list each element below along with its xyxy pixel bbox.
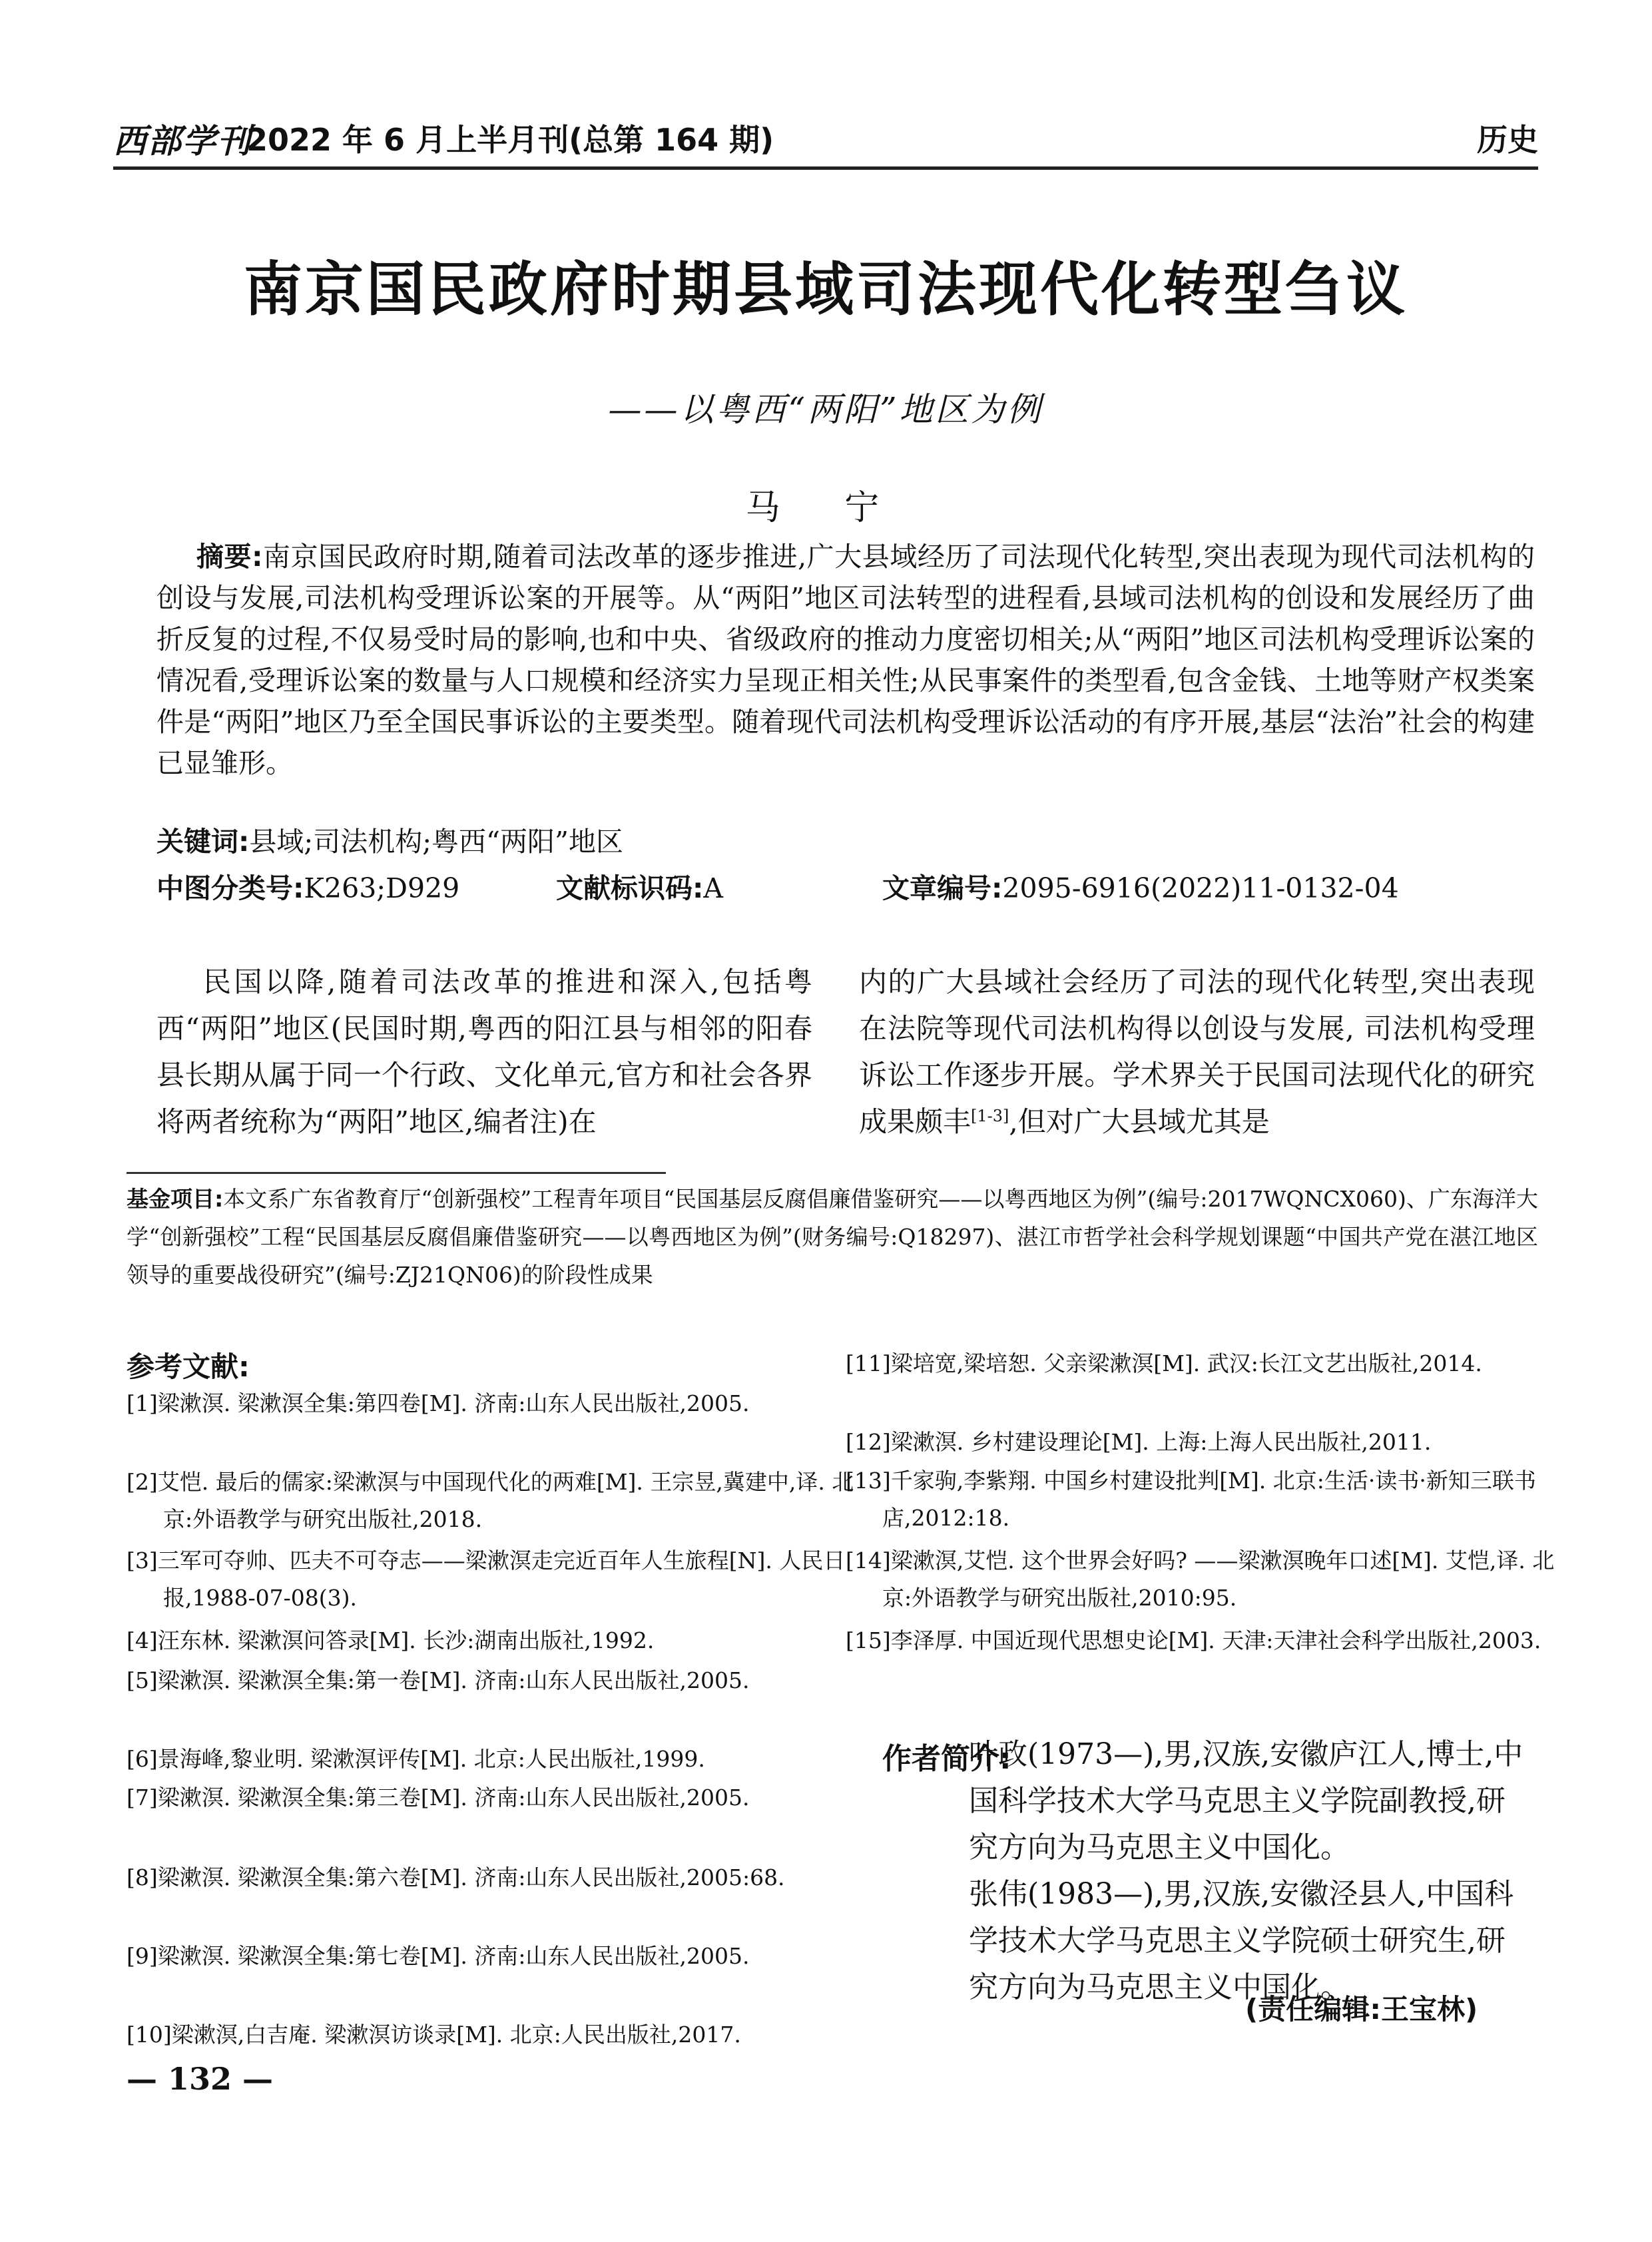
article-author: 马 宁 bbox=[745, 488, 906, 528]
author-bio-label: 作者简介: bbox=[882, 1742, 1011, 1776]
reference-item: [15]李泽厚. 中国近现代思想史论[M]. 天津:天津社会科学出版社,2003. bbox=[846, 1627, 1541, 1653]
body-right-text-end: ,但对广大县域尤其是 bbox=[1009, 1105, 1270, 1138]
reference-item: [4]汪东林. 梁漱溟问答录[M]. 长沙:湖南出版社,1992. bbox=[127, 1627, 655, 1653]
abstract bbox=[156, 536, 1535, 784]
keywords-label: 关键词: bbox=[156, 826, 250, 858]
author-bio bbox=[969, 1731, 1531, 2011]
keywords bbox=[156, 821, 1535, 862]
classification-line bbox=[156, 868, 1535, 909]
reference-item: [12]梁漱溟. 乡村建设理论[M]. 上海:上海人民出版社,2011. bbox=[846, 1429, 1432, 1455]
citation-superscript: [1-3] bbox=[971, 1107, 1009, 1125]
doc-code-label: 文献标识码: bbox=[556, 872, 704, 904]
reference-item: [10]梁漱溟,白吉庵. 梁漱溟访谈录[M]. 北京:人民出版社,2017. bbox=[127, 2022, 741, 2048]
reference-item: [13]千家驹,李紫翔. 中国乡村建设批判[M]. 北京:生活·读书·新知三联书店,2012:18. bbox=[846, 1468, 1536, 1531]
issue-line: 2022 年 6 月上半月刊(总第 164 期) bbox=[246, 122, 774, 158]
doc-code bbox=[556, 868, 882, 909]
article-title: 南京国民政府时期县域司法现代化转型刍议 bbox=[243, 255, 1408, 324]
abstract-label: 摘要: bbox=[196, 541, 263, 573]
funding-note bbox=[127, 1180, 1538, 1294]
reference-item: [9]梁漱溟. 梁漱溟全集:第七卷[M]. 济南:山东人民出版社,2005. bbox=[127, 1943, 750, 1969]
reference-item: [2]艾恺. 最后的儒家:梁漱溟与中国现代化的两难[M]. 王宗昱,冀建中,译. 北京:外语教学与研究出版社,2018. bbox=[127, 1469, 854, 1532]
body-right-text: 内的广大县域社会经历了司法的现代化转型,突出表现在法院等现代司法机构得以创设与发展, 司法机构受理诉讼工作逐步开展。学术界关于民国司法现代化的研究成果颇丰 bbox=[859, 966, 1535, 1138]
journal-logo: 西部学刊 bbox=[113, 121, 252, 160]
abstract-text: 南京国民政府时期,随着司法改革的逐步推进,广大县域经历了司法现代化转型,突出表现为现代司法机构的创设与发展,司法机构受理诉讼案的开展等。从“两阳”地区司法转型的进程看,县域司法机构的创设和发展经历了曲折反复的过程,不仅易受时局的影响,也和中央、省级政府的推动力度密切相关;从“两阳”地区司法机构受理诉讼案的情况看,受理诉讼案的数量与人口规模和经济实力呈现正相关性;从民事案件的类型看,包含金钱、土地等财产权类案件是“两阳”地区乃至全国民事诉讼的主要类型。随着现代司法机构受理诉讼活动的有序开展,基层“法治”社会的构建已显雏形。 bbox=[156, 541, 1535, 779]
references-heading: 参考文献: bbox=[127, 1350, 250, 1383]
article-no-value: 2095-6916(2022)11-0132-04 bbox=[1002, 872, 1399, 904]
article-subtitle: ——以粤西“两阳”地区为例 bbox=[608, 390, 1043, 429]
reference-item: [5]梁漱溟. 梁漱溟全集:第一卷[M]. 济南:山东人民出版社,2005. bbox=[127, 1667, 750, 1693]
reference-item: [11]梁培宽,梁培恕. 父亲梁漱溟[M]. 武汉:长江文艺出版社,2014. bbox=[846, 1350, 1482, 1376]
body-column-right bbox=[859, 959, 1535, 1145]
author-bio-2: 张伟(1983—),男,汉族,安徽泾县人,中国科学技术大学马克思主义学院硕士研究生,研究方向为马克思主义中国化。 bbox=[969, 1877, 1514, 2004]
keywords-text: 县域;司法机构;粤西“两阳”地区 bbox=[249, 826, 623, 858]
author-bio-1: 叶政(1973—),男,汉族,安徽庐江人,博士,中国科学技术大学马克思主义学院副教授,研究方向为马克思主义中国化。 bbox=[969, 1737, 1523, 1864]
reference-item: [1]梁漱溟. 梁漱溟全集:第四卷[M]. 济南:山东人民出版社,2005. bbox=[127, 1390, 750, 1416]
section-label: 历史 bbox=[1477, 122, 1538, 158]
article-no-label: 文章编号: bbox=[882, 872, 1003, 904]
body-column-left: 民国以降,随着司法改革的推进和深入,包括粤西“两阳”地区(民国时期,粤西的阳江县与相邻的阳春县长期从属于同一个行政、文化单元,官方和社会各界将两者统称为“两阳”地区,编者注)在 bbox=[156, 966, 812, 1138]
header-rule bbox=[113, 166, 1538, 170]
running-header bbox=[113, 112, 1538, 158]
page-number: — 132 — bbox=[127, 2061, 274, 2097]
clc-code bbox=[156, 868, 556, 909]
responsible-editor: (责任编辑:王宝林) bbox=[1245, 1993, 1478, 2026]
reference-item: [7]梁漱溟. 梁漱溟全集:第三卷[M]. 济南:山东人民出版社,2005. bbox=[127, 1785, 750, 1811]
clc-label: 中图分类号: bbox=[156, 872, 304, 904]
article-number bbox=[882, 868, 1399, 909]
reference-item: [6]景海峰,黎业明. 梁漱溟评传[M]. 北京:人民出版社,1999. bbox=[127, 1746, 705, 1772]
reference-item: [8]梁漱溟. 梁漱溟全集:第六卷[M]. 济南:山东人民出版社,2005:68. bbox=[127, 1864, 785, 1890]
reference-item: [14]梁漱溟,艾恺. 这个世界会好吗? ——梁漱溟晚年口述[M]. 艾恺,译. 北京:外语教学与研究出版社,2010:95. bbox=[846, 1547, 1555, 1611]
funding-text: 本文系广东省教育厅“创新强校”工程青年项目“民国基层反腐倡廉借鉴研究——以粤西地区为例”(编号:2017WQNCX060)、广东海洋大学“创新强校”工程“民国基层反腐倡廉借鉴研究——以粤西地区为例”(财务编号:Q18297)、湛江市哲学社会科学规划课题“中国共产党在湛江地区领导的重要战役研究”(编号:ZJ21QN06)的阶段性成果 bbox=[127, 1186, 1538, 1288]
funding-label: 基金项目: bbox=[127, 1186, 224, 1212]
doc-code-value: A bbox=[703, 872, 724, 904]
reference-item: [3]三军可夺帅、匹夫不可夺志——梁漱溟走完近百年人生旅程[N]. 人民日报,1988-07-08(3). bbox=[127, 1547, 846, 1611]
footnote-rule bbox=[127, 1172, 666, 1174]
clc-value: K263;D929 bbox=[304, 872, 460, 904]
